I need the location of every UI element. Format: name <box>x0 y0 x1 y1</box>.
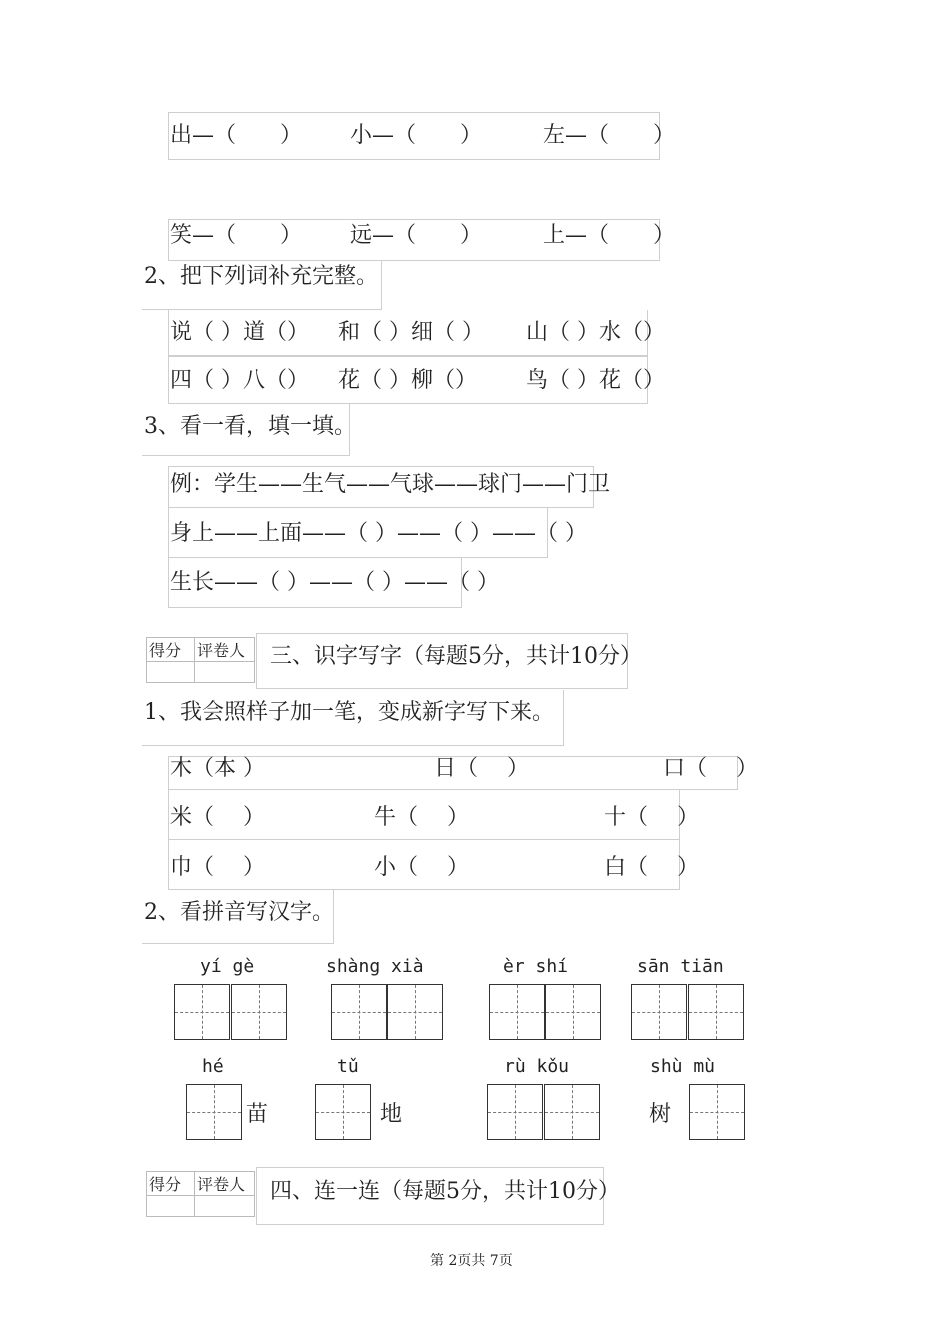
q3-title: 3、看一看，填一填。 <box>144 414 356 439</box>
pinyin-label: rù kǒu <box>504 1056 570 1077</box>
score-cell[interactable] <box>147 662 195 683</box>
writing-grid[interactable] <box>174 984 230 1040</box>
pinyin-label: yí gè <box>200 956 255 977</box>
grader-label: 评卷人 <box>195 1172 255 1196</box>
pinyin-label: tǔ <box>337 1056 359 1077</box>
pinyin-label: èr shí <box>503 956 569 977</box>
q3-line-1: 身上——上面——（ ）——（ ）——（ ） <box>170 521 587 546</box>
score-table <box>146 637 255 683</box>
char-item: 牛（ ） <box>374 805 469 830</box>
writing-grid[interactable] <box>545 984 601 1040</box>
antonym-item: 上—（ ） <box>543 223 676 248</box>
writing-grid[interactable] <box>186 1084 242 1140</box>
writing-grid[interactable] <box>231 984 287 1040</box>
antonym-item: 小—（ ） <box>350 123 483 148</box>
pinyin-label: hé <box>202 1056 224 1077</box>
q2-item: 四（ ）八（） <box>170 368 309 393</box>
section-4-heading: 四、连一连（每题5分，共计10分） <box>270 1179 620 1204</box>
pinyin-label: sān tiān <box>637 956 724 977</box>
grader-cell[interactable] <box>195 1196 255 1217</box>
writing-grid[interactable] <box>544 1084 600 1140</box>
score-label: 得分 <box>147 1172 195 1196</box>
writing-grid[interactable] <box>631 984 687 1040</box>
q2-item: 山（ ）水（） <box>526 320 665 345</box>
score-label: 得分 <box>147 638 195 662</box>
q2-title: 2、把下列词补充完整。 <box>144 264 378 289</box>
q2-item: 花（ ）柳（） <box>338 368 477 393</box>
section-3-heading: 三、识字写字（每题5分，共计10分） <box>270 644 642 669</box>
char-item: 白（ ） <box>604 855 699 880</box>
q2-item: 鸟（ ）花（） <box>526 368 665 393</box>
given-char: 地 <box>380 1102 403 1127</box>
q2-item: 说（ ）道（） <box>170 320 309 345</box>
q2-item: 和（ ）细（ ） <box>338 320 484 345</box>
char-item: 口（ ） <box>663 756 758 781</box>
char-item: 日（ ） <box>434 756 529 781</box>
writing-grid[interactable] <box>487 1084 543 1140</box>
char-item: 木（本 ） <box>170 756 265 781</box>
writing-grid[interactable] <box>331 984 387 1040</box>
char-item: 小（ ） <box>374 855 469 880</box>
q3-example: 例：学生——生气——气球——球门——门卫 <box>170 472 611 497</box>
writing-grid[interactable] <box>315 1084 371 1140</box>
score-cell[interactable] <box>147 1196 195 1217</box>
writing-grid[interactable] <box>689 1084 745 1140</box>
pinyin-label: shù mù <box>650 1056 716 1077</box>
grader-label: 评卷人 <box>195 638 255 662</box>
given-char: 树 <box>649 1102 672 1127</box>
writing-grid[interactable] <box>387 984 443 1040</box>
char-item: 十（ ） <box>604 805 699 830</box>
char-item: 巾（ ） <box>170 855 265 880</box>
antonym-item: 远—（ ） <box>350 223 483 248</box>
pinyin-label: shàng xià <box>326 956 424 977</box>
page-footer: 第 2页共 7页 <box>430 1253 513 1269</box>
writing-grid[interactable] <box>688 984 744 1040</box>
writing-grid[interactable] <box>489 984 545 1040</box>
s3-q2-title: 2、看拼音写汉字。 <box>144 900 334 925</box>
grader-cell[interactable] <box>195 662 255 683</box>
antonym-item: 出—（ ） <box>170 123 303 148</box>
antonym-item: 左—（ ） <box>543 123 676 148</box>
q3-line-2: 生长——（ ）——（ ）——（ ） <box>170 570 499 595</box>
given-char: 苗 <box>246 1102 269 1127</box>
s3-q1-title: 1、我会照样子加一笔，变成新字写下来。 <box>144 700 554 725</box>
char-item: 米（ ） <box>170 805 265 830</box>
score-table <box>146 1171 255 1217</box>
antonym-item: 笑—（ ） <box>170 223 303 248</box>
